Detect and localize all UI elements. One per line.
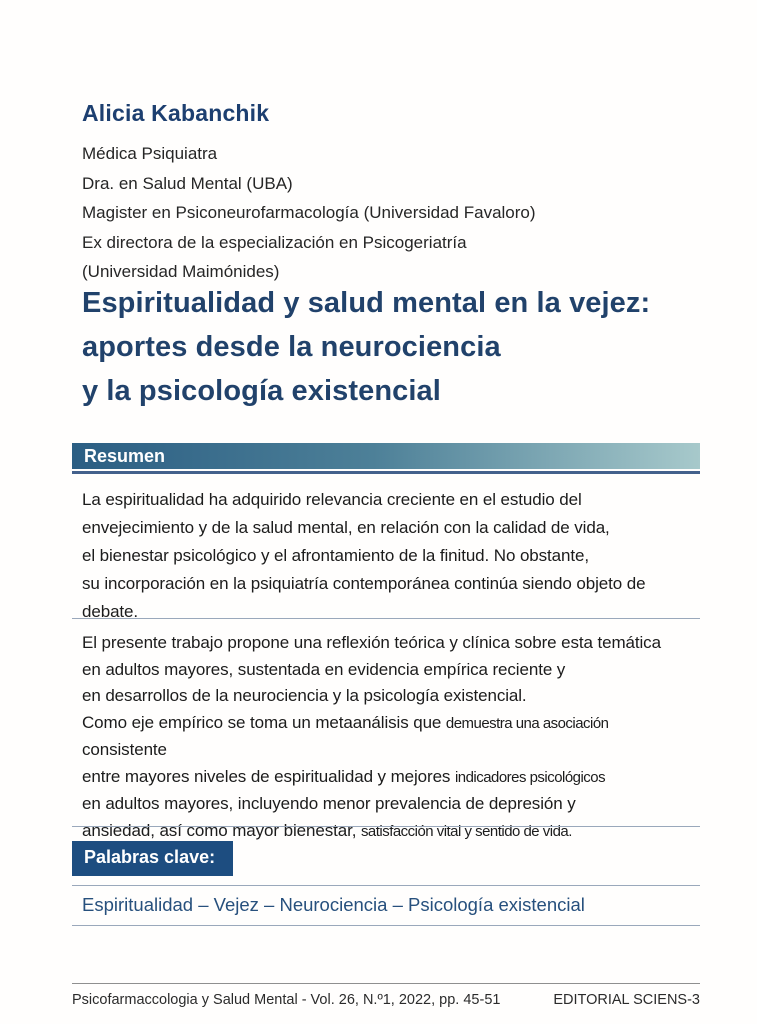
author-credentials [82, 139, 536, 287]
text-segment: consistente [82, 740, 167, 759]
abstract-paragraph-1 [82, 486, 697, 626]
article-title-line: y la psicología existencial [82, 375, 441, 407]
abstract-text-line [82, 657, 697, 684]
text-segment: demuestra una asociación [445, 714, 609, 732]
text-segment: en adultos mayores, sustentada en evidencia empírica reciente y [82, 659, 566, 679]
footer-rule [72, 983, 700, 984]
author-credential-line: Dra. en Salud Mental (UBA) [82, 173, 293, 193]
text-segment: entre mayores niveles de espiritualidad y mejores [82, 766, 455, 786]
abstract-text-line [82, 630, 697, 657]
abstract-text-line: el bienestar psicológico y el afrontamiento de la finitud. No obstante, [82, 546, 589, 565]
publisher-page-number: EDITORIAL SCIENS-3 [553, 992, 700, 1008]
text-segment: en adultos mayores, incluyendo menor prevalencia de depresión y [82, 794, 576, 813]
author-credential-line: (Universidad Maimónides) [82, 262, 280, 281]
keywords-section-header [72, 841, 233, 876]
article-title-line: aportes desde la neurociencia [82, 331, 501, 363]
abstract-text-line: envejecimiento y de la salud mental, en relación con la calidad de vida, [82, 518, 610, 537]
section-divider [72, 826, 700, 827]
text-segment: satisfacción vital y sentido de vida. [360, 822, 572, 840]
resumen-underline-rule [72, 471, 700, 474]
text-segment: Como eje empírico se toma un metaanálisis que [82, 712, 446, 732]
author-name: Alicia Kabanchik [82, 100, 270, 126]
keywords-bottom-rule [72, 925, 700, 926]
keywords-section-label: Palabras clave: [84, 847, 216, 867]
text-segment: ansiedad, así como mayor bienestar, [82, 820, 361, 840]
text-segment: en desarrollos de la neurociencia y la psicología existencial. [82, 686, 527, 705]
text-segment: indicadores psicológicos [454, 768, 606, 786]
resumen-section-header [72, 443, 700, 469]
text-segment: El presente trabajo propone una reflexión teórica y clínica sobre esta temática [82, 633, 661, 652]
keywords-top-rule [72, 885, 700, 886]
abstract-text-line: debate. [82, 602, 139, 621]
article-title-line: Espiritualidad y salud mental en la vejez: [82, 287, 651, 319]
author-credential-line: Médica Psiquiatra [82, 144, 218, 163]
keywords-list: Espiritualidad – Vejez – Neurociencia – Psicología existencial [82, 894, 585, 915]
abstract-text-line [82, 791, 697, 818]
resumen-section-label: Resumen [84, 446, 166, 466]
abstract-text-line [82, 710, 697, 764]
author-credential-line: Magister en Psiconeurofarmacología (Universidad Favaloro) [82, 203, 536, 222]
article-title [82, 281, 702, 413]
abstract-text-line: su incorporación en la psiquiatría contemporánea continúa siendo objeto de [82, 574, 646, 593]
page-footer [72, 992, 700, 1008]
abstract-text-line [82, 764, 697, 792]
abstract-paragraph-2 [82, 630, 697, 845]
paragraph-divider [72, 618, 700, 619]
author-credential-line: Ex directora de la especialización en Psicogeriatría [82, 232, 467, 252]
abstract-text-line [82, 683, 697, 710]
abstract-text-line: La espiritualidad ha adquirido relevancia creciente en el estudio del [82, 490, 582, 509]
journal-citation: Psicofarmaccologia y Salud Mental - Vol. 26, N.º1, 2022, pp. 45-51 [72, 992, 501, 1008]
